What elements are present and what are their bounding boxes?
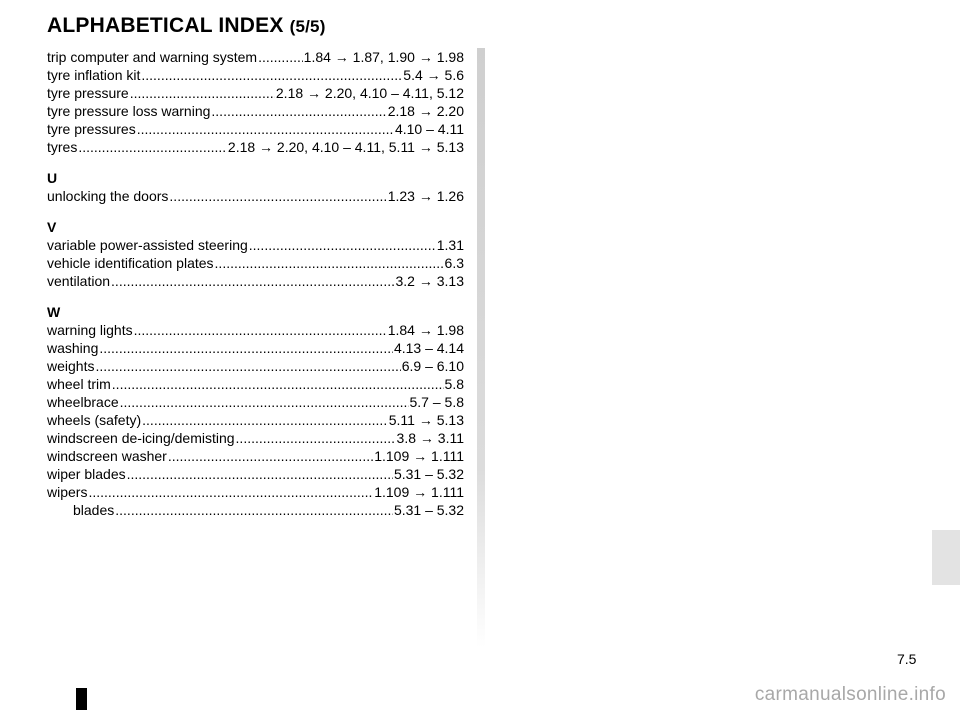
page-title-text: ALPHABETICAL INDEX <box>47 14 284 37</box>
page-number: 7.5 <box>897 651 917 667</box>
index-entry[interactable] <box>47 375 464 393</box>
dot-leader <box>130 84 275 102</box>
dot-leader <box>215 254 444 272</box>
dot-leader <box>112 375 444 393</box>
index-entry[interactable] <box>47 357 464 375</box>
index-entry[interactable] <box>47 272 464 290</box>
index-page-ref: 1.84 → 1.98 <box>387 322 464 338</box>
index-page-ref: 1.109 → 1.111 <box>374 448 464 464</box>
corner-mark <box>76 688 87 710</box>
dot-leader <box>142 411 388 429</box>
index-term: tyre pressure loss warning <box>47 103 211 119</box>
index-subentry[interactable] <box>47 501 464 519</box>
index-page-ref: 3.8 → 3.11 <box>396 430 464 446</box>
index-page-ref: 1.109 → 1.111 <box>374 484 464 500</box>
index-term: warning lights <box>47 322 133 338</box>
index-term: trip computer and warning system <box>47 49 258 65</box>
index-page-ref: 5.31 – 5.32 <box>393 502 464 518</box>
index-entry[interactable] <box>47 66 464 84</box>
dot-leader <box>88 483 373 501</box>
index-term: tyre pressures <box>47 121 136 137</box>
section-letter-u: U <box>47 170 58 186</box>
index-term: windscreen washer <box>47 448 167 464</box>
index-term: blades <box>73 502 115 518</box>
index-page-ref: 5.4 → 5.6 <box>403 67 464 83</box>
dot-leader <box>99 339 393 357</box>
index-term: tyres <box>47 139 78 155</box>
page-title-suffix: (5/5) <box>289 17 326 36</box>
index-page-ref: 5.11 → 5.13 <box>388 412 464 428</box>
watermark: carmanualsonline.info <box>754 684 946 705</box>
index-page-ref: 2.18 → 2.20 <box>387 103 464 119</box>
index-term: variable power-assisted steering <box>47 237 248 253</box>
index-term: wiper blades <box>47 466 126 482</box>
index-term: wipers <box>47 484 88 500</box>
dot-leader <box>141 66 402 84</box>
index-term: unlocking the doors <box>47 188 169 204</box>
column-divider <box>477 48 485 648</box>
dot-leader <box>169 187 386 205</box>
index-entry[interactable] <box>47 411 464 429</box>
dot-leader <box>249 236 436 254</box>
dot-leader <box>111 272 394 290</box>
index-entry[interactable] <box>47 465 464 483</box>
index-term: vehicle identification plates <box>47 255 214 271</box>
index-page-ref: 1.31 <box>436 237 464 253</box>
index-term: wheel trim <box>47 376 111 392</box>
index-entry[interactable] <box>47 84 464 102</box>
dot-leader <box>95 357 400 375</box>
index-term: tyre inflation kit <box>47 67 141 83</box>
dot-leader <box>258 48 303 66</box>
dot-leader <box>127 465 393 483</box>
dot-leader <box>115 501 393 519</box>
alphabetical-index <box>47 48 464 519</box>
index-entry[interactable] <box>47 236 464 254</box>
index-entry[interactable] <box>47 48 464 66</box>
index-entry[interactable] <box>47 138 464 156</box>
index-term: wheelbrace <box>47 394 119 410</box>
index-page-ref: 1.23 → 1.26 <box>387 188 464 204</box>
index-entry[interactable] <box>47 120 464 138</box>
dot-leader <box>168 447 373 465</box>
index-entry[interactable] <box>47 483 464 501</box>
index-term: weights <box>47 358 95 374</box>
index-entry[interactable] <box>47 321 464 339</box>
index-entry[interactable] <box>47 254 464 272</box>
dot-leader <box>236 429 396 447</box>
index-term: ventilation <box>47 273 111 289</box>
index-page-ref: 3.2 → 3.13 <box>395 273 464 289</box>
index-term: wheels (safety) <box>47 412 142 428</box>
index-page-ref: 5.8 <box>444 376 464 392</box>
index-entry[interactable] <box>47 187 464 205</box>
index-page-ref: 6.9 – 6.10 <box>401 358 464 374</box>
index-entry[interactable] <box>47 447 464 465</box>
dot-leader <box>211 102 386 120</box>
index-term: washing <box>47 340 99 356</box>
index-page-ref: 4.13 – 4.14 <box>393 340 464 356</box>
index-page-ref: 5.7 – 5.8 <box>409 394 464 410</box>
dot-leader <box>78 138 227 156</box>
dot-leader <box>137 120 394 138</box>
index-page-ref: 5.31 – 5.32 <box>393 466 464 482</box>
index-page-ref: 2.18 → 2.20, 4.10 – 4.11, 5.12 <box>275 85 464 101</box>
index-page-ref: 2.18 → 2.20, 4.10 – 4.11, 5.11 → 5.13 <box>227 139 464 155</box>
dot-leader <box>120 393 409 411</box>
section-letter-w: W <box>47 304 61 320</box>
index-page-ref: 1.84 → 1.87, 1.90 → 1.98 <box>303 49 464 65</box>
section-letter-v: V <box>47 219 57 235</box>
index-entry[interactable] <box>47 102 464 120</box>
page-title <box>47 14 326 38</box>
index-entry[interactable] <box>47 393 464 411</box>
index-page-ref: 6.3 <box>444 255 464 271</box>
dot-leader <box>134 321 387 339</box>
index-term: windscreen de-icing/demisting <box>47 430 235 446</box>
index-page-ref: 4.10 – 4.11 <box>394 121 464 137</box>
index-entry[interactable] <box>47 339 464 357</box>
index-entry[interactable] <box>47 429 464 447</box>
section-tab <box>932 530 960 585</box>
index-term: tyre pressure <box>47 85 129 101</box>
